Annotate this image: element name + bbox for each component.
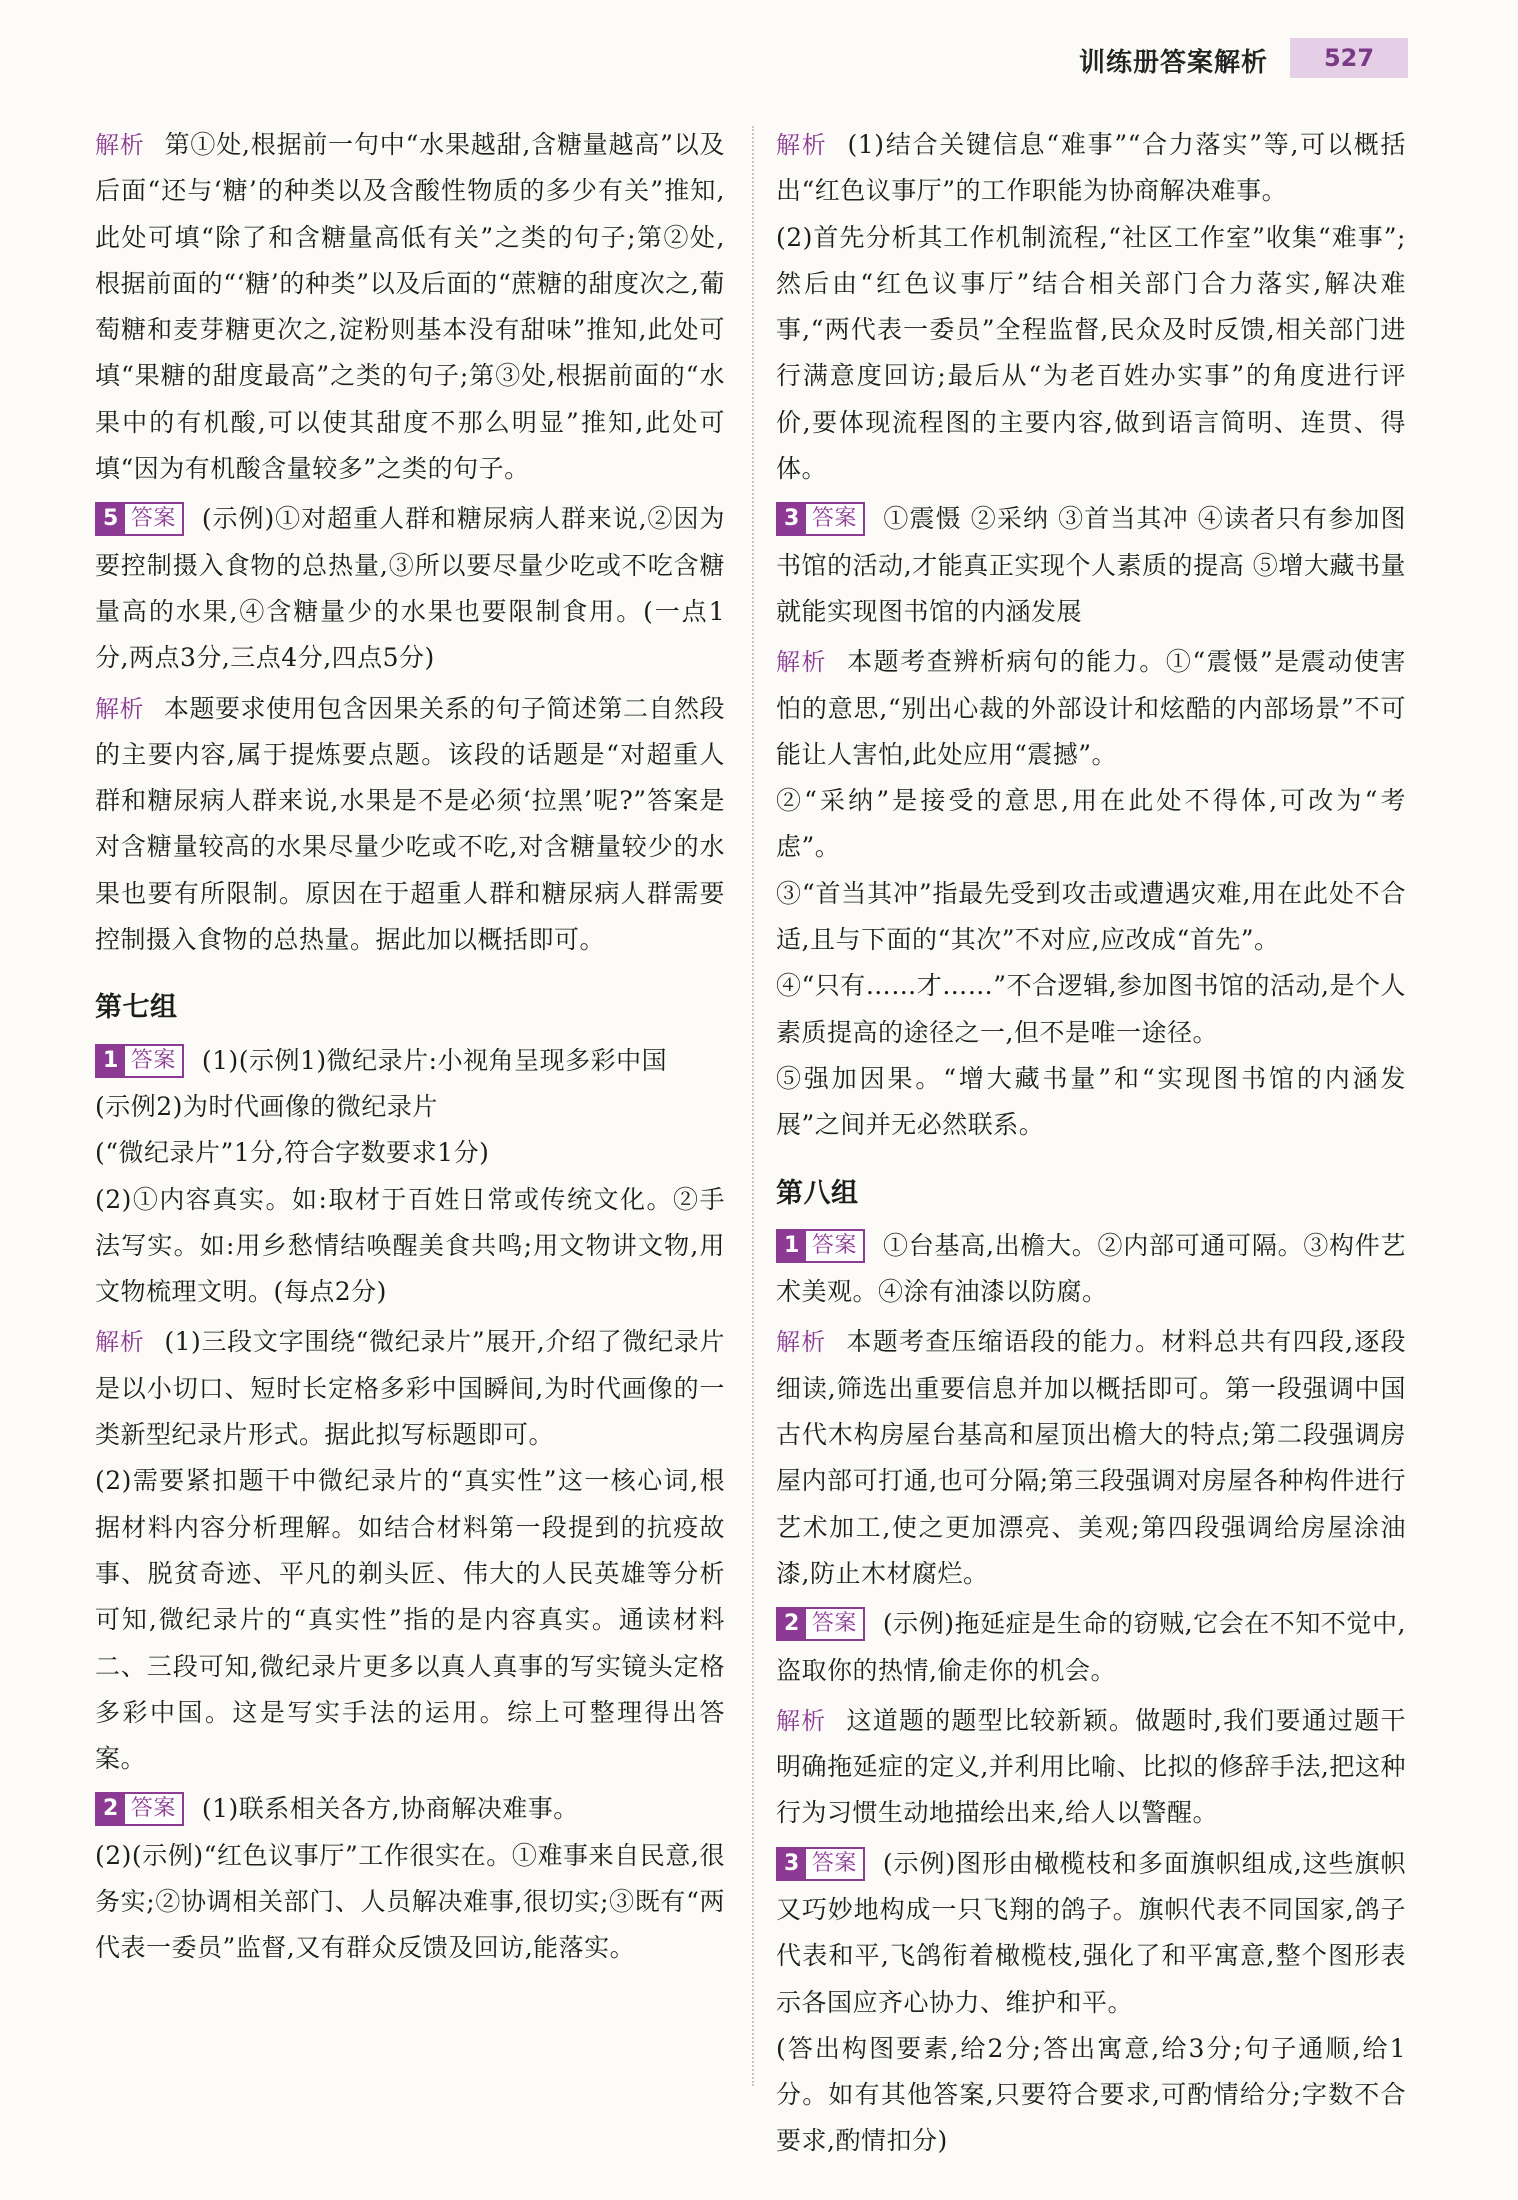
analysis-text: 第①处,根据前一句中“水果越甜,含糖量越高”以及后面“还与‘糖’的种类以及含酸性物质的多少有关”推知,此处可填“除了和含糖量高低有关”之类的句子;第②处,根据前面的“‘糖’的种类”以及后面的“蔗糖的甜度次之,葡萄糖和麦芽糖更次之,淀粉则基本没有甜味”推知,此处可填“果糖的甜度最高”之类的句子;第③处,根据前面的“水果中的有机酸,可以使其甜度不那么明显”推知,此处可填“因为有机酸含量较多”之类的句子。 [95,130,725,484]
answer-badge [776,1847,865,1881]
left-column [95,122,725,1972]
answer-label: 答案 [806,504,863,534]
right-column [776,122,1406,2165]
group-title: 第八组 [776,1177,859,1209]
answer-label: 答案 [125,1046,182,1076]
analysis-text: 本题要求使用包含因果关系的句子简述第二自然段的主要内容,属于提炼要点题。该段的话题是“对超重人群和糖尿病人群来说,水果是不是必须‘拉黑’呢?”答案是对含糖量较高的水果尽量少吃或不吃,对含糖量较少的水果也要有所限制。原因在于超重人群和糖尿病人群需要控制摄入食物的总热量。据此加以概括即可。 [95,693,726,955]
answer-paragraph [95,496,725,681]
analysis-text-line: ④“只有……才……”不合逻辑,参加图书馆的活动,是个人素质提高的途径之一,但不是唯一途径。 [776,971,1406,1047]
page-header [1070,38,1408,82]
answer-label: 答案 [806,1849,863,1879]
analysis-paragraph [776,122,1406,215]
answer-badge [95,1792,184,1826]
analysis-text: 这道题的题型比较新颖。做题时,我们要通过题干明确拖延症的定义,并利用比喻、比拟的修辞手法,把这种行为习惯生动地描绘出来,给人以警醒。 [776,1705,1406,1828]
question-number: 5 [97,504,125,534]
question-number: 3 [778,1849,806,1879]
answer-paragraph [776,1601,1406,1694]
analysis-text: 本题考查压缩语段的能力。材料总共有四段,逐段细读,筛选出重要信息并加以概括即可。第一段强调中国古代木构房屋台基高和屋顶出檐大的特点;第二段强调房屋内部可打通,也可分隔;第三段强调对房屋各种构件进行艺术加工,使之更加漂亮、美观;第四段强调给房屋涂油漆,防止木材腐烂。 [776,1327,1406,1588]
analysis-paragraph [776,1319,1406,1597]
column-divider [752,126,754,2086]
answer-paragraph [95,1038,725,1084]
analysis-text-line: ②“采纳”是接受的意思,用在此处不得体,可改为“考虑”。 [776,786,1406,862]
answer-badge [95,502,184,536]
analysis-label: 解析 [776,1706,827,1735]
group-title: 第七组 [95,992,178,1024]
analysis-paragraph [95,122,725,492]
answer-text: ①台基高,出檐大。②内部可通可隔。③构件艺术美观。④涂有油漆以防腐。 [776,1230,1406,1307]
answer-badge [776,1229,865,1263]
answer-text: (示例)图形由橄榄枝和多面旗帜组成,这些旗帜又巧妙地构成一只飞翔的鸽子。旗帜代表不同国家,鸽子代表和平,飞鸽衔着橄榄枝,强化了和平寓意,整个图形表示各国应齐心协力、维护和平。 [776,1848,1406,2017]
scoring-note: (答出构图要素,给2分;答出寓意,给3分;句子通顺,给1分。如有其他答案,只要符合要求,可酌情给分;字数不合要求,酌情扣分) [776,2033,1406,2156]
question-number: 2 [97,1794,125,1824]
question-number: 1 [778,1231,806,1261]
analysis-text: (1)三段文字围绕“微纪录片”展开,介绍了微纪录片是以小切口、短时长定格多彩中国瞬间,为时代画像的一类新型纪录片形式。据此拟写标题即可。 [95,1327,725,1450]
analysis-label: 解析 [776,131,828,159]
analysis-label: 解析 [95,131,145,159]
question-number: 1 [97,1046,125,1076]
analysis-text-line: ⑤强加因果。“增大藏书量”和“实现图书馆的内涵发展”之间并无必然联系。 [776,1063,1406,1140]
answer-label: 答案 [806,1231,863,1261]
header-title: 训练册答案解析 [1078,48,1268,78]
analysis-label: 解析 [776,1328,827,1357]
analysis-text-line: ③“首当其冲”指最先受到攻击或遭遇灾难,用在此处不合适,且与下面的“其次”不对应,应改成“首先”。 [776,878,1406,955]
answer-paragraph [95,1786,725,1832]
analysis-label: 解析 [95,1328,145,1357]
answer-text-line: (2)①内容真实。如:取材于百姓日常或传统文化。②手法写实。如:用乡愁情结唤醒美食共鸣;用文物讲文物,用文物梳理文明。(每点2分) [95,1184,725,1307]
analysis-label: 解析 [95,694,144,723]
answer-paragraph [776,1841,1406,2026]
analysis-text: 本题考查辨析病句的能力。①“震慑”是震动使害怕的意思,“别出心裁的外部设计和炫酷的内部场景”不可能让人害怕,此处应用“震撼”。 [776,647,1406,769]
analysis-paragraph [95,1319,725,1458]
question-number: 3 [778,504,806,534]
answer-label: 答案 [806,1609,863,1639]
answer-text-line: (“微纪录片”1分,符合字数要求1分) [95,1138,490,1168]
analysis-paragraph [95,686,725,964]
answer-badge [776,502,865,536]
answer-badge [776,1607,865,1641]
answer-text-line: (示例2)为时代画像的微纪录片 [95,1091,438,1121]
answer-text-line: (2)(示例)“红色议事厅”工作很实在。①难事来自民意,很务实;②协调相关部门、人员解决难事,很切实;③既有“两代表一委员”监督,又有群众反馈及回访,能落实。 [95,1840,725,1963]
analysis-paragraph [776,639,1406,778]
analysis-text-line: (2)需要紧扣题干中微纪录片的“真实性”这一核心词,根据材料内容分析理解。如结合材料第一段提到的抗疫故事、脱贫奇迹、平凡的剃头匠、伟大的人民英雄等分析可知,微纪录片的“真实性”指的是内容真实。通读材料二、三段可知,微纪录片更多以真人真事的写实镜头定格多彩中国。这是写实手法的运用。综上可整理得出答案。 [95,1466,725,1774]
question-number: 2 [778,1609,806,1639]
answer-badge [95,1044,184,1078]
answer-text: (示例)拖延症是生命的窃贼,它会在不知不觉中,盗取你的热情,偷走你的机会。 [776,1609,1406,1685]
answer-paragraph [776,496,1406,635]
answer-label: 答案 [125,1794,182,1824]
page-number: 527 [1290,38,1408,78]
analysis-paragraph [776,1698,1406,1837]
answer-text: ①震慑 ②采纳 ③首当其冲 ④读者只有参加图书馆的活动,才能真正实现个人素质的提高 ⑤增大藏书量就能实现图书馆的内涵发展 [776,504,1406,626]
answer-label: 答案 [125,504,182,534]
answer-text: (1)联系相关各方,协商解决难事。 [201,1794,579,1824]
answer-text: (1)(示例1)微纪录片:小视角呈现多彩中国 [201,1045,668,1075]
analysis-text: (1)结合关键信息“难事”“合力落实”等,可以概括出“红色议事厅”的工作职能为协商解决难事。 [776,130,1407,206]
answer-paragraph [776,1223,1406,1316]
analysis-label: 解析 [776,648,828,677]
analysis-text-line: (2)首先分析其工作机制流程,“社区工作室”收集“难事”;然后由“红色议事厅”结合相关部门合力落实,解决难事,“两代表一委员”全程监督,民众及时反馈,相关部门进行满意度回访;最后从“为老百姓办实事”的角度进行评价,要体现流程图的主要内容,做到语言简明、连贯、得体。 [776,222,1406,484]
answer-text: (示例)①对超重人群和糖尿病人群来说,②因为要控制摄入食物的总热量,③所以要尽量少吃或不吃含糖量高的水果,④含糖量少的水果也要限制食用。(一点1分,两点3分,三点4分,四点5分) [95,504,725,673]
